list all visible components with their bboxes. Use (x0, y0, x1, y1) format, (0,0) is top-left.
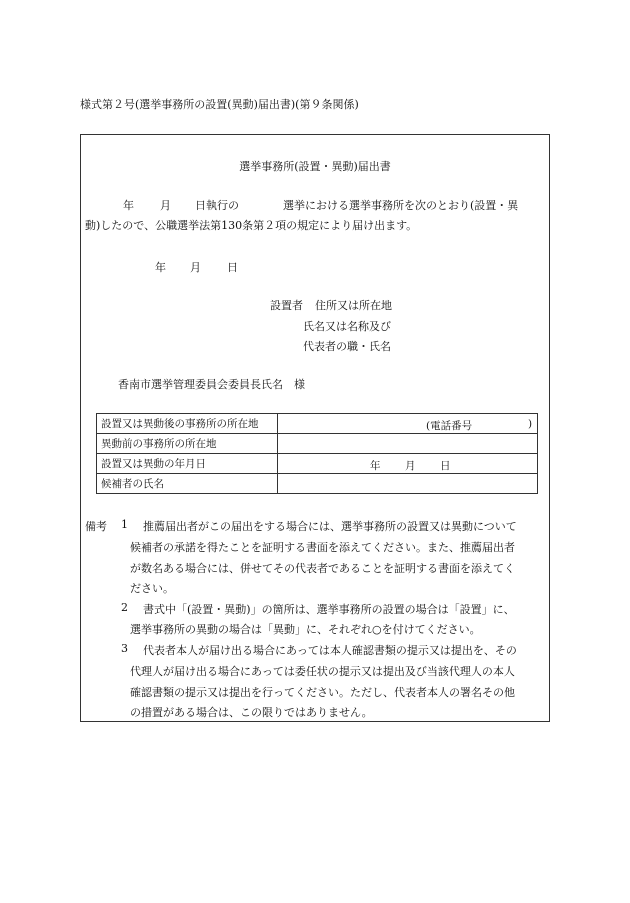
addressee: 香南市選挙管理委員会委員長氏名 様 (118, 378, 305, 391)
remark-text: の措置がある場合は、この限りではありません。 (130, 706, 373, 719)
table-row (97, 454, 538, 474)
change-day: 日 (440, 460, 451, 472)
date-day: 日 (227, 261, 238, 274)
table-row (97, 474, 538, 494)
row-label: 異動前の事務所の所在地 (97, 434, 278, 454)
remark-text: 代表者本人が届け出る場合にあっては本人確認書類の提示又は提出を、その (143, 644, 517, 657)
setter-name-label: 氏名又は名称及び (303, 320, 391, 333)
body-line1-rest: 選挙における選挙事務所を次のとおり(設置・異 (283, 199, 519, 212)
candidate-name-field[interactable] (278, 474, 538, 494)
body-month: 月 (160, 199, 171, 212)
remark-text: 書式中「(設置・異動)」の箇所は、選挙事務所の設置の場合は「設置」に、 (143, 603, 515, 616)
document-header-title: 様式第２号(選挙事務所の設置(異動)届出書)(第９条関係) (80, 98, 359, 111)
body-paragraph-line-1 (85, 197, 545, 211)
date-month: 月 (190, 261, 201, 274)
remark-text: 候補者の承諾を得たことを証明する書面を添えてください。また、推薦届出者 (130, 541, 515, 554)
date-year: 年 (155, 261, 166, 274)
body-paragraph-line-2: 動)したので、公職選挙法第130条第２項の規定により届け出ます。 (85, 219, 418, 232)
setter-representative-label: 代表者の職・氏名 (303, 340, 391, 353)
remarks-title: 備考 (85, 520, 107, 533)
remark-text: 選挙事務所の異動の場合は「異動」に、それぞれ○を付けてください。 (130, 623, 481, 636)
remark-number: 3 (121, 642, 128, 655)
remark-text: が数名ある場合には、併せてその代表者であることを証明する書面を添えてく (130, 562, 515, 575)
table-row (97, 414, 538, 434)
form-title: 選挙事務所(設置・異動)届出書 (239, 160, 391, 173)
body-year: 年 (123, 199, 134, 212)
remark-number: 1 (121, 518, 128, 531)
change-date-field[interactable] (278, 454, 538, 474)
body-day-held: 日執行の (195, 199, 239, 212)
row-label: 設置又は異動の年月日 (97, 454, 278, 474)
setter-address-label: 住所又は所在地 (315, 299, 392, 312)
office-address-field[interactable] (278, 414, 538, 434)
remark-number: 2 (121, 601, 128, 614)
remark-text: ださい。 (130, 582, 174, 595)
row-label: 設置又は異動後の事務所の所在地 (97, 414, 278, 434)
remark-text: 代理人が届け出る場合にあっては委任状の提示又は提出及び当該代理人の本人 (130, 665, 515, 678)
submission-date-line (0, 259, 630, 273)
setter-label: 設置者 (270, 299, 303, 312)
remark-text: 確認書類の提示又は提出を行ってください。ただし、代表者本人の署名その他 (130, 686, 515, 699)
phone-label: (電話番号 (426, 420, 473, 432)
remark-text: 推薦届出者がこの届出をする場合には、選挙事務所の設置又は異動について (143, 520, 517, 533)
row-label: 候補者の氏名 (97, 474, 278, 494)
change-month: 月 (405, 460, 416, 472)
setter-line-1 (270, 297, 392, 313)
change-year: 年 (370, 460, 381, 472)
office-info-table (96, 413, 538, 494)
previous-address-field[interactable] (278, 434, 538, 454)
table-row (97, 434, 538, 454)
phone-close-paren: ) (528, 418, 533, 430)
